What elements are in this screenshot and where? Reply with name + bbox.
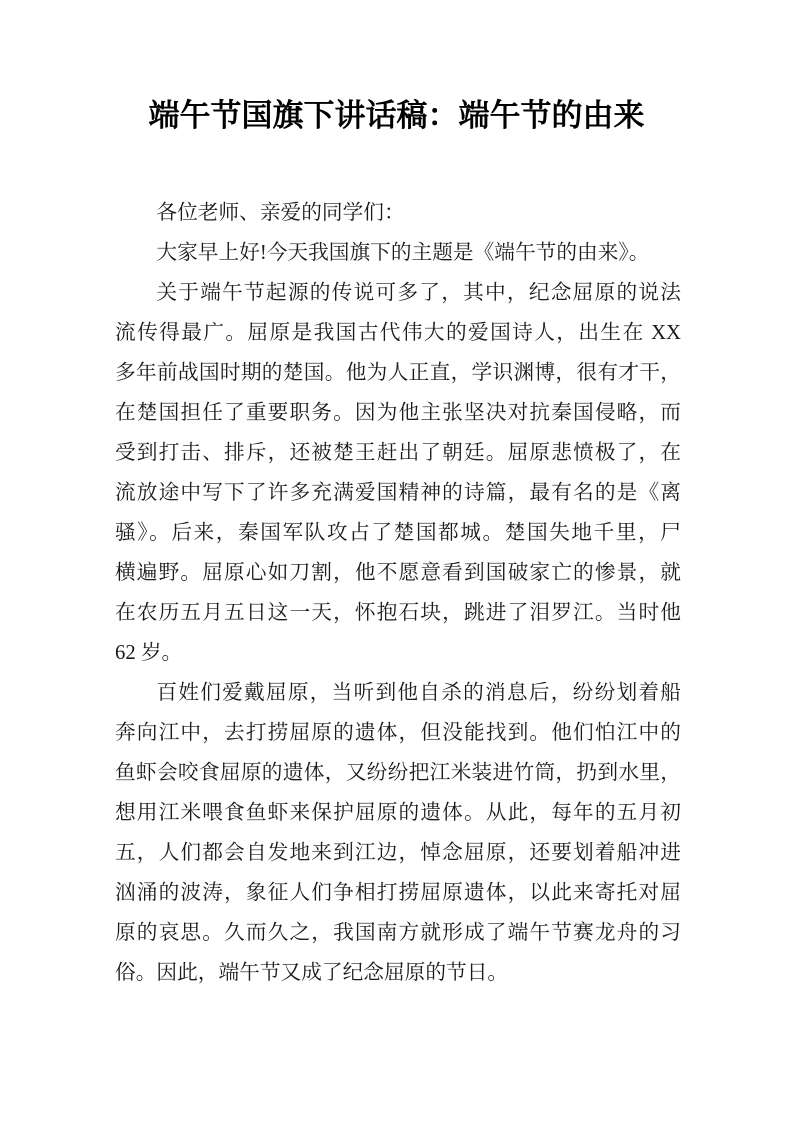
text-line: 62 岁。 (115, 642, 183, 664)
text-line: 受到打击、排斥，还被楚王赶出了朝廷。屈原悲愤极了，在 (115, 442, 681, 464)
paragraph (115, 673, 681, 993)
text-line: 流传得最广。屈原是我国古代伟大的爱国诗人，出生在 XX (115, 322, 681, 344)
text-line: 奔向江中，去打捞屈原的遗体，但没能找到。他们怕江中的 (115, 722, 681, 744)
text-line: 在农历五月五日这一天，怀抱石块，跳进了泪罗江。当时他 (115, 602, 681, 624)
text-line: 原的哀思。久而久之，我国南方就形成了端午节赛龙舟的习 (115, 922, 681, 944)
text-line: 大家早上好!今天我国旗下的主题是《端午节的由来》。 (156, 242, 650, 264)
paragraph (115, 273, 681, 673)
paragraph (115, 193, 681, 233)
document-title: 端午节国旗下讲话稿：端午节的由来 (148, 98, 645, 133)
document-body (115, 193, 681, 993)
text-line: 五，人们都会自发地来到江边，悼念屈原，还要划着船冲进 (115, 842, 681, 864)
text-line: 汹涌的波涛，象征人们争相打捞屈原遗体，以此来寄托对屈 (115, 882, 681, 904)
paragraph (115, 233, 681, 273)
text-line: 想用江米喂食鱼虾来保护屈原的遗体。从此，每年的五月初 (115, 802, 681, 824)
text-line: 流放途中写下了许多充满爱国精神的诗篇，最有名的是《离 (115, 482, 681, 504)
text-line: 各位老师、亲爱的同学们： (156, 202, 405, 224)
text-line: 鱼虾会咬食屈原的遗体，又纷纷把江米装进竹筒，扔到水里， (115, 762, 681, 784)
text-line: 横遍野。屈原心如刀割，他不愿意看到国破家亡的惨景，就 (115, 562, 681, 584)
text-line: 俗。因此，端午节又成了纪念屈原的节日。 (115, 962, 509, 984)
text-line: 多年前战国时期的楚国。他为人正直，学识渊博，很有才干， (115, 362, 681, 384)
text-line: 骚》。后来，秦国军队攻占了楚国都城。楚国失地千里，尸 (115, 522, 681, 544)
paragraphs-container (115, 193, 681, 993)
text-line: 在楚国担任了重要职务。因为他主张坚决对抗秦国侵略，而 (115, 402, 681, 424)
text-line: 关于端午节起源的传说可多了，其中，纪念屈原的说法 (156, 282, 681, 304)
text-line: 百姓们爱戴屈原，当听到他自杀的消息后，纷纷划着船 (156, 682, 681, 704)
